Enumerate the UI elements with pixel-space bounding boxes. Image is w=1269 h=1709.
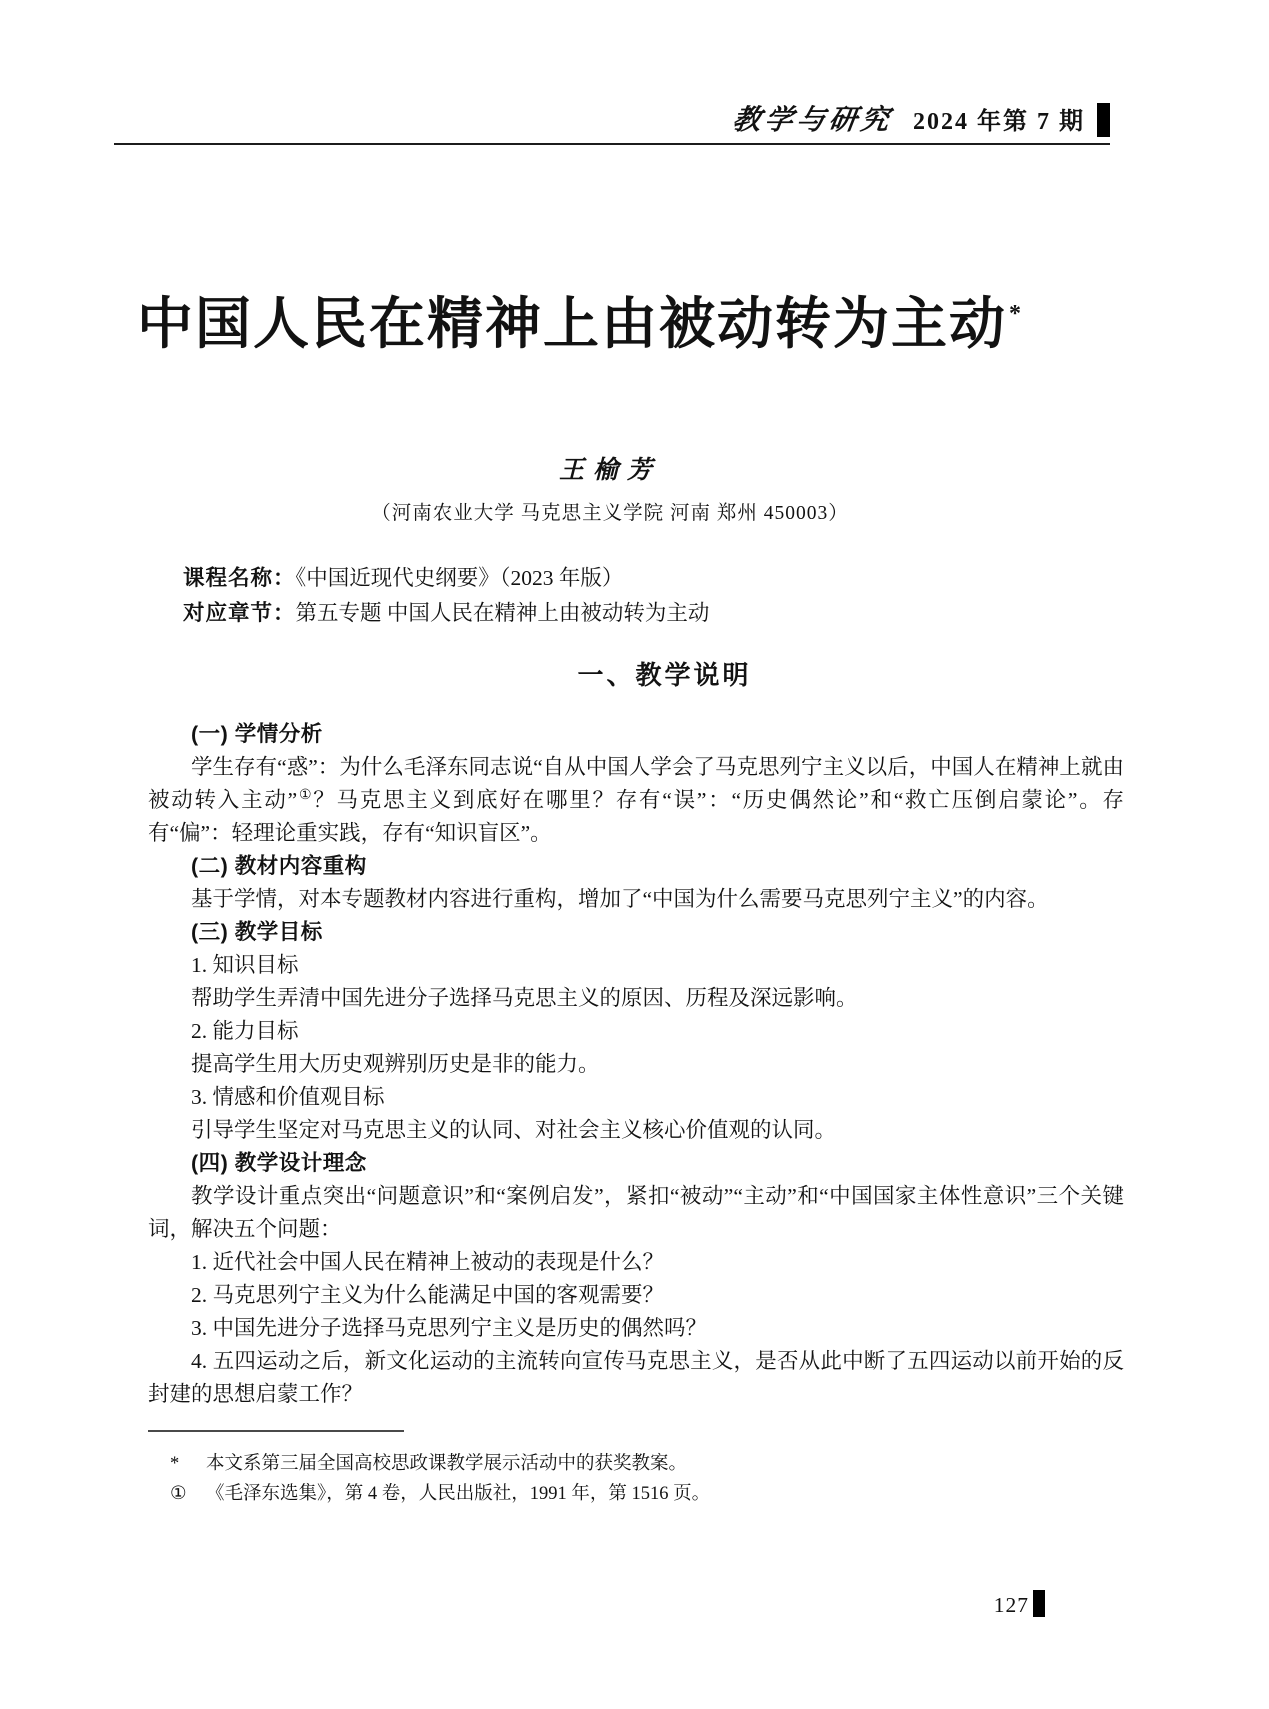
author-name: 王榆芳	[558, 457, 661, 484]
author-affiliation: （河南农业大学 马克思主义学院 河南 郑州 450003）	[371, 503, 849, 524]
body-paragraph	[148, 1279, 1124, 1312]
body-paragraph	[148, 1081, 1124, 1114]
paragraph-text: 基于学情，对本专题教材内容进行重构，增加了“中国为什么需要马克思列宁主义”的内容。	[191, 887, 1049, 911]
journal-name: 教学与研究	[730, 105, 895, 136]
body-paragraph	[148, 1048, 1124, 1081]
footnote-divider	[148, 1430, 404, 1432]
body-subheading	[148, 1147, 1124, 1180]
paragraph-text: 帮助学生弄清中国先进分子选择马克思主义的原因、历程及深远影响。	[191, 986, 858, 1010]
paragraph-text: 引导学生坚定对马克思主义的认同、对社会主义核心价值观的认同。	[191, 1118, 837, 1142]
footnote-text: 本文系第三届全国高校思政课教学展示活动中的获奖教案。	[206, 1454, 688, 1474]
paragraph-text: 3. 情感和价值观目标	[191, 1085, 385, 1109]
article-title-text: 中国人民在精神上由被动转为主动	[137, 294, 1007, 356]
journal-issue: 2024 年第 7 期	[913, 109, 1085, 135]
paragraph-text: 3. 中国先进分子选择马克思列宁主义是历史的偶然吗？	[191, 1316, 708, 1340]
body-paragraph	[148, 1246, 1124, 1279]
body-paragraph	[148, 1312, 1124, 1345]
body-paragraph	[148, 883, 1124, 916]
body-paragraph	[148, 1114, 1124, 1147]
paragraph-text: 4. 五四运动之后，新文化运动的主流转向宣传马克思主义，是否从此中断了五四运动以前开始的反封建的思想启蒙工作？	[148, 1349, 1124, 1406]
chapter-value: 第五专题 中国人民在精神上由被动转为主动	[295, 601, 710, 625]
body-paragraph	[148, 1180, 1124, 1246]
course-name-row	[183, 561, 709, 596]
chapter-label: 对应章节：	[183, 601, 296, 625]
body-paragraph	[148, 949, 1124, 982]
paragraph-text: (四) 教学设计理念	[191, 1151, 367, 1175]
paragraph-text: (一) 学情分析	[191, 722, 323, 746]
footnote-item	[170, 1449, 1100, 1479]
section-heading: 一、教学说明	[577, 660, 752, 690]
header-black-bar-icon	[1097, 103, 1110, 137]
footnote-marker: *	[170, 1454, 180, 1474]
course-meta	[183, 561, 709, 631]
page-footer	[0, 1590, 1045, 1618]
body-subheading	[148, 718, 1124, 751]
footnote-text: 《毛泽东选集》，第 4 卷，人民出版社，1991 年，第 1516 页。	[206, 1484, 711, 1504]
footnote-marker: ①	[170, 1484, 187, 1504]
journal-header	[114, 98, 1110, 145]
chapter-row	[183, 596, 709, 631]
paragraph-text: 学生存有“惑”：为什么毛泽东同志说“自从中国人学会了马克思列宁主义以后，中国人在精神上就由被动转入主动”	[148, 755, 1124, 812]
paragraph-text: (二) 教材内容重构	[191, 854, 367, 878]
body-paragraph	[148, 982, 1124, 1015]
paragraph-text: 2. 能力目标	[191, 1019, 299, 1043]
article-title	[0, 280, 1160, 360]
body-paragraph	[148, 1015, 1124, 1048]
course-name-value: 《中国近现代史纲要》（2023 年版）	[295, 566, 624, 590]
footnote-ref: ①	[297, 787, 314, 803]
footer-black-bar-icon	[1033, 1590, 1045, 1617]
paragraph-text: 教学设计重点突出“问题意识”和“案例启发”，紧扣“被动”“主动”和“中国国家主体性意识”三个关键词，解决五个问题：	[148, 1184, 1124, 1241]
paragraph-text: 提高学生用大历史观辨别历史是非的能力。	[191, 1052, 600, 1076]
footnote-item	[170, 1479, 1100, 1509]
body-paragraph	[148, 1345, 1124, 1411]
paragraph-text: 1. 近代社会中国人民在精神上被动的表现是什么？	[191, 1250, 665, 1274]
body-subheading	[148, 850, 1124, 883]
course-name-label: 课程名称：	[183, 566, 296, 590]
body-paragraph	[148, 751, 1124, 850]
body-subheading	[148, 916, 1124, 949]
paragraph-text: 2. 马克思列宁主义为什么能满足中国的客观需要？	[191, 1283, 665, 1307]
title-footnote-mark: *	[1009, 301, 1023, 327]
paragraph-text: 1. 知识目标	[191, 953, 299, 977]
footnotes	[170, 1449, 1100, 1509]
paragraph-text: ？马克思主义到底好在哪里？存有“误”：“历史偶然论”和“救亡压倒启蒙论”。存有“偏”：轻理论重实践，存有“知识盲区”。	[148, 788, 1124, 845]
paragraph-text: (三) 教学目标	[191, 920, 323, 944]
body-paragraphs	[148, 718, 1124, 1411]
page-number: 127	[993, 1593, 1029, 1617]
